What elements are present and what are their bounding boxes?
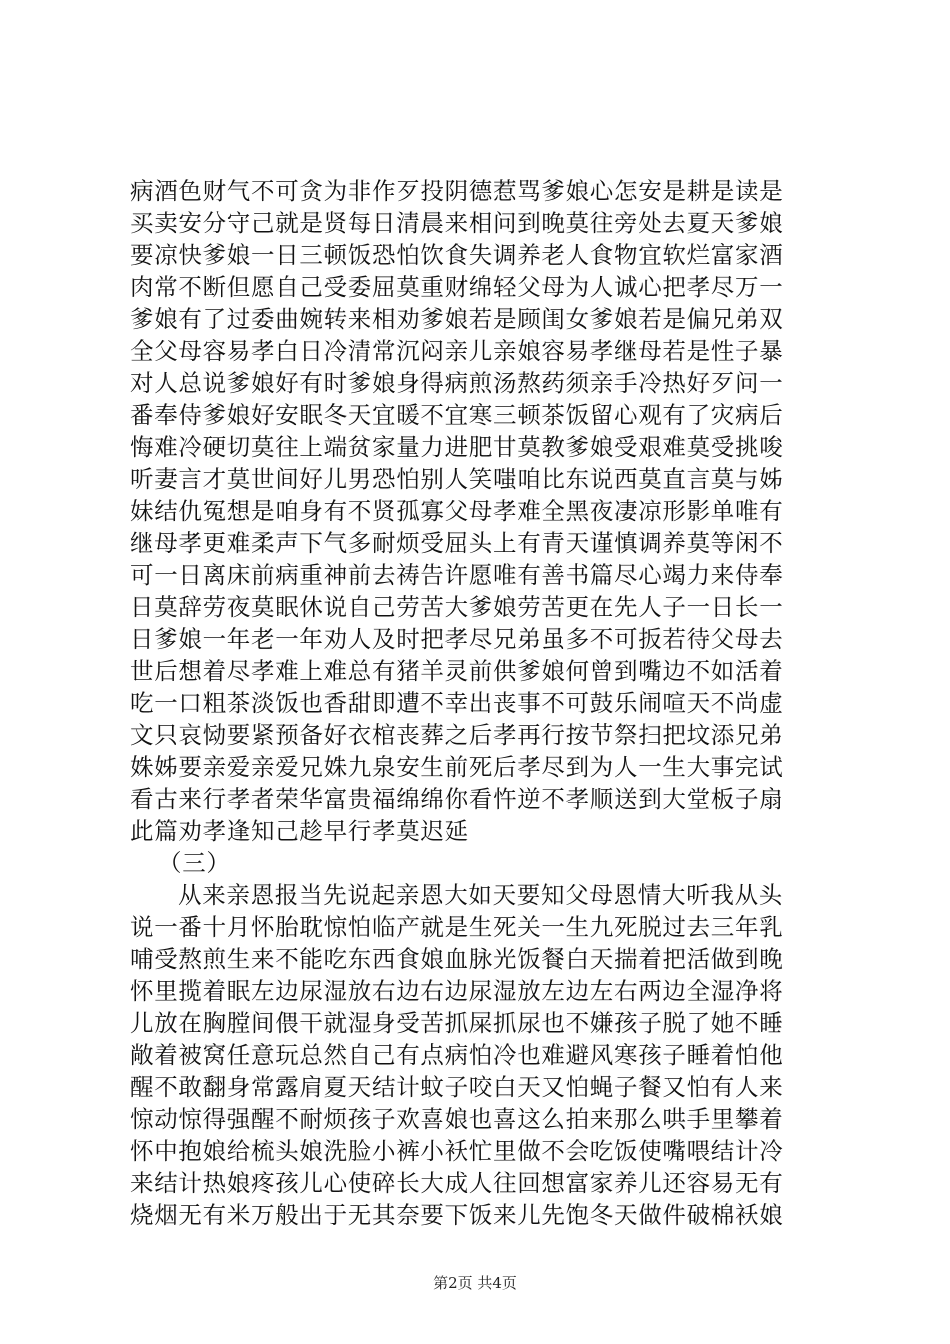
page-footer: 第2页 共4页: [433, 1274, 517, 1292]
text-line: 文只哀恸要紧预备好衣棺丧葬之后孝再行按节祭扫把坟添兄弟: [130, 721, 784, 749]
text-line: 妹结仇冤想是咱身有不贤孤寡父母孝难全黑夜凄凉形影单唯有: [130, 497, 784, 525]
text-line: 日莫辞劳夜莫眠休说自己劳苦大爹娘劳苦更在先人子一日长一: [130, 593, 784, 621]
text-line: 醒不敢翻身常露肩夏天结计蚊子咬白天又怕蝇子餐又怕有人来: [130, 1073, 784, 1101]
text-line: 看古来行孝者荣华富贵福绵绵你看忤逆不孝顺送到大堂板子扇: [130, 785, 784, 813]
text-line: 哺受熬煎生来不能吃东西食娘血脉光饭餐白天揣着把活做到晚: [130, 945, 784, 973]
text-line: 烧烟无有米万般出于无其奈要下饭来儿先饱冬天做件破棉袄娘: [130, 1201, 784, 1229]
text-line: 悔难冷硬切莫往上端贫家量力进肥甘莫教爹娘受艰难莫受挑唆: [130, 433, 784, 461]
text-line: 病酒色财气不可贪为非作歹投阴德惹骂爹娘心怎安是耕是读是: [130, 177, 784, 205]
text-line: 姝姊要亲爱亲爱兄姝九泉安生前死后孝尽到为人一生大事完试: [130, 753, 784, 781]
text-line: 日爹娘一年老一年劝人及时把孝尽兄弟虽多不可扳若待父母去: [130, 625, 784, 653]
text-line: 怀里揽着眠左边尿湿放右边右边尿湿放左边左右两边全湿净将: [130, 977, 784, 1005]
text-line: 吃一口粗茶淡饭也香甜即遭不幸出丧事不可鼓乐闹喧天不尚虚: [130, 689, 784, 717]
text-line: 爹娘有了过委曲婉转来相劝爹娘若是顾闺女爹娘若是偏兄弟双: [130, 305, 784, 333]
text-line: 肉常不断但愿自己受委屈莫重财绵轻父母为人诚心把孝尽万一: [130, 273, 784, 301]
text-line: 敞着被窝任意玩总然自己有点病怕冷也难避风寒孩子睡着怕他: [130, 1041, 784, 1069]
text-line: 对人总说爹娘好有时爹娘身得病煎汤熬药须亲手冷热好歹问一: [130, 369, 784, 397]
text-line: 从来亲恩报当先说起亲恩大如天要知父母恩情大听我从头: [178, 881, 783, 909]
text-line: 买卖安分守己就是贤每日清晨来相问到晚莫往旁处去夏天爹娘: [130, 209, 784, 237]
text-line: 听妻言才莫世间好儿男恐怕别人笑嗤咱比东说西莫直言莫与姊: [130, 465, 784, 493]
text-line: 儿放在胸膛间偎干就湿身受苦抓屎抓尿也不嫌孩子脱了她不睡: [130, 1009, 784, 1037]
text-line: 怀中抱娘给梳头娘洗脸小裤小袄忙里做不会吃饭使嘴喂结计冷: [130, 1137, 784, 1165]
section-heading: （三）: [158, 849, 231, 877]
text-line: 要凉快爹娘一日三顿饭恐怕饮食失调养老人食物宜软烂富家酒: [130, 241, 784, 269]
text-line: 全父母容易孝白日冷清常沉闷亲儿亲娘容易孝继母若是性子暴: [130, 337, 784, 365]
text-line: 来结计热娘疼孩儿心使碎长大成人往回想富家养儿还容易无有: [130, 1169, 784, 1197]
text-line: 番奉侍爹娘好安眠冬天宜暖不宜寒三顿茶饭留心观有了灾病后: [130, 401, 784, 429]
text-line: 世后想着尽孝难上难总有猪羊灵前供爹娘何曾到嘴边不如活着: [130, 657, 784, 685]
text-line: 惊动惊得强醒不耐烦孩子欢喜娘也喜这么拍来那么哄手里攀着: [130, 1105, 784, 1133]
text-line: 继母孝更难柔声下气多耐烦受屈头上有青天谨慎调养莫等闲不: [130, 529, 784, 557]
text-line: 可一日离床前病重神前去祷告许愿唯有善书篇尽心竭力来侍奉: [130, 561, 784, 589]
text-line: 说一番十月怀胎耽惊怕临产就是生死关一生九死脱过去三年乳: [130, 913, 784, 941]
text-line: 此篇劝孝逢知己趁早行孝莫迟延: [130, 817, 469, 845]
